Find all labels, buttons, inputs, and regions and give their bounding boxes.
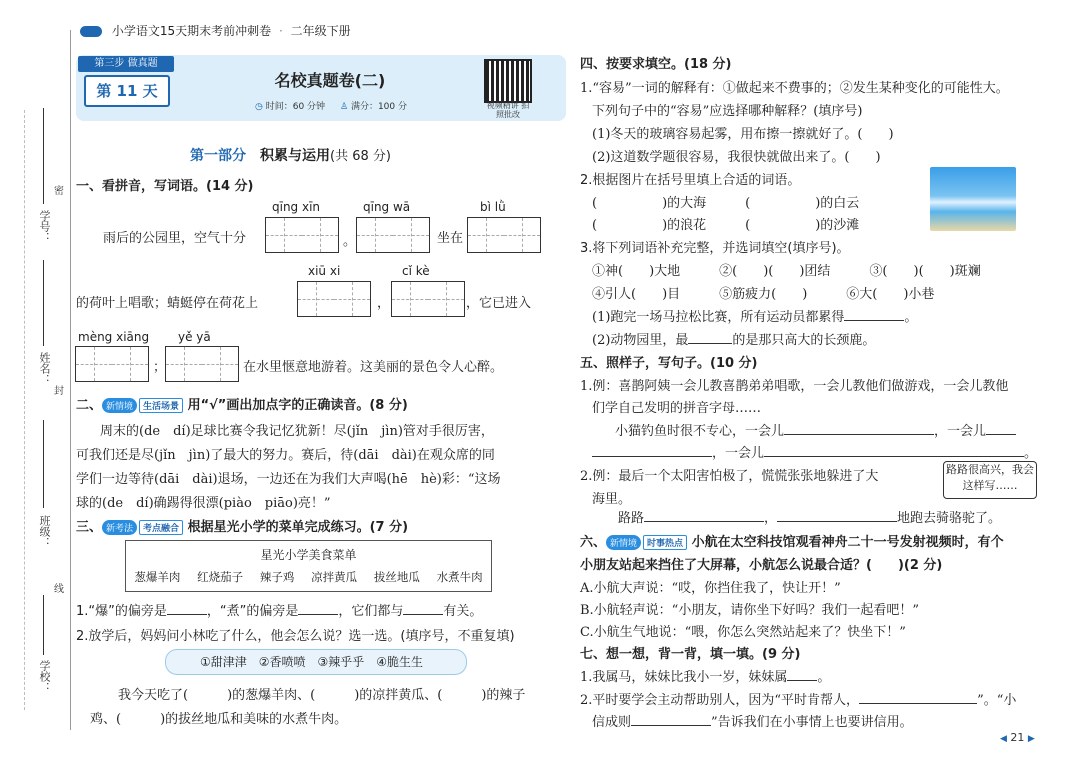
s2-line-2: 可我们还是尽(jǐn jìn)了最大的努力。赛后，待(dāi dài)在观众席的同 [76, 448, 495, 463]
menu-items [126, 569, 491, 585]
s5-q1d: ，一会儿 。 [592, 442, 1037, 461]
day-box: 第 11 天 [84, 75, 170, 107]
answer-blank[interactable] [167, 614, 207, 615]
pinyin-1: qīng xīn [272, 200, 321, 214]
s3-q2: 2.放学后，妈妈问小林吃了什么，他会怎么说？选一选。(填序号，不重复填) [76, 629, 515, 644]
s5-q2b: 海里。 [592, 492, 632, 507]
page-title: 名校真题卷(二) [274, 71, 386, 90]
write-grid-6[interactable] [75, 346, 149, 382]
next-arrow-icon: ▶ [1027, 734, 1035, 744]
s4-q2b: ( )的浪花 ( )的沙滩 [592, 218, 860, 233]
answer-blank[interactable] [644, 521, 764, 522]
menu-item: 凉拌黄瓜 [311, 570, 358, 584]
qr-caption: 视频精讲 拍照批改 [486, 101, 530, 119]
s5-title: 五、照样子，写句子。(10 分) [580, 356, 758, 371]
s4-q2a: ( )的大海 ( )的白云 [592, 196, 860, 211]
answer-blank[interactable] [403, 614, 443, 615]
school-line [43, 595, 44, 655]
adjective-options: ①甜津津 ②香喷喷 ③辣乎乎 ④脆生生 [200, 655, 424, 669]
pinyin-6: mèng xiāng [78, 330, 150, 344]
s4-q3d: (2)动物园里，最 的是那只高大的长颈鹿。 [592, 333, 876, 348]
scene-tag: 生活场景 [139, 398, 183, 413]
new-context-tag: 新情境 [102, 398, 137, 413]
s7-q2a: 2.平时要学会主动帮助别人，因为“平时肯帮人， ”。“小 [580, 693, 1017, 708]
clock-icon: ◷ [255, 102, 263, 112]
menu-item: 拔丝地瓜 [373, 570, 420, 584]
option-c[interactable]: C.小航生气地说：“喂，你怎么突然站起来了？快坐下！” [580, 625, 906, 640]
brand-logo-icon [80, 26, 102, 37]
person-icon: ♙ [340, 102, 349, 112]
class-label: 班级： [38, 515, 51, 548]
s5-q2a: 2.例：最后一个太阳害怕极了，慌慌张张地躲进了大 [580, 469, 879, 484]
s1-text-2b: ， [377, 296, 391, 311]
answer-blank[interactable] [784, 434, 934, 435]
s1-text-3b: 在水里惬意地游着。这美丽的景色令人心醉。 [243, 360, 504, 375]
speech-bubble: 路路很高兴，我会这样写…… [943, 461, 1037, 499]
s7-title: 七、想一想，背一背，填一填。(9 分) [580, 647, 801, 662]
s7-q2b: 信成则 ”告诉我们在小事情上也要讲信用。 [592, 715, 913, 730]
cut-line [24, 110, 25, 710]
id-line [43, 108, 44, 204]
s4-q3c: (1)跑完一场马拉松比赛，所有运动员都累得 。 [592, 310, 918, 325]
s3-answer-1: 我今天吃了( )的葱爆羊肉、( )的凉拌黄瓜、( )的辣子 [118, 688, 526, 703]
s5-q1b: 们学自己发明的拼音字母…… [592, 401, 762, 416]
answer-blank[interactable] [986, 434, 1016, 435]
seal-mark-1: 密 [54, 186, 64, 197]
s2-line-1: 周末的(de dí)足球比赛令我记忆犹新！尽(jǐn jìn)管对手很厉害， [100, 424, 494, 439]
prev-arrow-icon: ◀ [1000, 734, 1007, 744]
full-score: ♙ 满分：100 分 [340, 102, 407, 112]
answer-blank[interactable] [764, 456, 1024, 457]
s4-title: 四、按要求填空。(18 分) [580, 57, 732, 72]
s1-text-1a: 雨后的公园里，空气十分 [103, 231, 247, 246]
pinyin-5: cǐ kè [402, 264, 430, 278]
page-number: ◀ 21 ▶ [1000, 731, 1035, 744]
seal-mark-2: 封 [54, 386, 64, 397]
s2-title: 二、 新情境 生活场景 用“√”画出加点字的正确读音。(8 分) [76, 398, 408, 413]
news-tag: 时事热点 [643, 535, 687, 550]
write-grid-5[interactable] [391, 281, 465, 317]
answer-blank[interactable] [298, 614, 338, 615]
new-method-tag: 新考法 [102, 520, 137, 535]
s4-q1b: 下列句子中的“容易”应选择哪种解释？(填序号) [592, 104, 863, 119]
menu-title: 星光小学美食菜单 [260, 548, 357, 562]
write-grid-4[interactable] [297, 281, 371, 317]
pinyin-3: bì lǜ [480, 200, 506, 214]
s4-q1a: 1.“容易”一词的解释有：①做起来不费事的；②发生某种变化的可能性大。 [580, 81, 1009, 96]
sea-sky-image [930, 167, 1016, 231]
write-grid-7[interactable] [165, 346, 239, 382]
answer-blank[interactable] [859, 703, 977, 704]
s1-text-1c: 坐在 [437, 231, 464, 246]
time-limit: ◷ 时间：60 分钟 [255, 102, 326, 112]
answer-blank[interactable] [688, 343, 732, 344]
s1-title: 一、看拼音，写词语。(14 分) [76, 179, 254, 194]
s1-text-2a: 的荷叶上唱歌；蜻蜓停在荷花上 [76, 296, 259, 311]
series-name: 小学语文15天期末考前冲刺卷 [111, 24, 272, 38]
s2-line-4: 球的(de dí)确踢得很漂(piào piāo)亮！” [76, 496, 331, 511]
answer-blank[interactable] [844, 320, 904, 321]
seal-mark-3: 线 [54, 584, 64, 595]
s4-q3a: ①神( )大地 ②( )( )团结 ③( )( )斑斓 [592, 264, 981, 279]
menu-box [125, 540, 492, 592]
grade-name: 二年级下册 [290, 24, 351, 38]
s4-q2: 2.根据图片在括号里填上合适的词语。 [580, 173, 801, 188]
id-label: 学号： [38, 210, 51, 243]
s1-text-2c: ，它已进入 [466, 296, 532, 311]
step-tag: 第三步 做真题 [78, 56, 174, 72]
s5-q1c: 小猫钓鱼时很不专心，一会儿 ，一会儿 [615, 420, 1016, 439]
s6-title-2: 小朋友站起来挡住了大屏幕，小航怎么说最合适？( )(2 分) [580, 558, 943, 573]
s4-q3b: ④引人( )目 ⑤筋疲力( ) ⑥大( )小巷 [592, 287, 935, 302]
new-context-tag: 新情境 [606, 535, 641, 550]
s3-title: 三、 新考法 考点融合 根据星光小学的菜单完成练习。(7 分) [76, 520, 409, 535]
s3-answer-2: 鸡、( )的拔丝地瓜和美味的水煮牛肉。 [90, 712, 348, 727]
answer-blank[interactable] [777, 521, 897, 522]
pinyin-2: qīng wā [363, 200, 411, 214]
write-grid-2[interactable] [356, 217, 430, 253]
answer-blank[interactable] [631, 725, 711, 726]
qr-code-icon[interactable] [484, 59, 532, 103]
s4-q3: 3.将下列词语补充完整，并选词填空(填序号)。 [580, 241, 850, 256]
option-a[interactable]: A.小航大声说：“哎，你挡住我了，快让开！” [580, 581, 841, 596]
part-title: 第一部分 积累与运用(共 68 分) [190, 148, 391, 164]
menu-item: 辣子鸡 [259, 570, 295, 584]
s1-text-1b: 。 [343, 234, 357, 249]
s5-q1a: 1.例：喜鹊阿姨一会儿教喜鹊弟弟唱歌，一会儿教他们做游戏，一会儿教他 [580, 379, 1009, 394]
class-line [43, 420, 44, 508]
name-label: 姓名： [38, 352, 51, 385]
s1-text-3a: ； [153, 360, 167, 375]
s4-q1c: (1)冬天的玻璃容易起雾，用布擦一擦就好了。( ) [592, 127, 894, 142]
write-grid-1[interactable] [265, 217, 339, 253]
school-label: 学校： [38, 660, 51, 693]
s2-line-3: 学们一边等待(dāi dài)退场，一边还在为我们大声喝(hē hè)彩：“这场 [76, 472, 501, 487]
menu-item: 葱爆羊肉 [134, 570, 181, 584]
pinyin-7: yě yā [178, 330, 211, 344]
topic-tag: 考点融合 [139, 520, 183, 535]
name-line [43, 260, 44, 346]
write-grid-3[interactable] [467, 217, 541, 253]
series-header: 小学语文15天期末考前冲刺卷 · 二年级下册 [80, 22, 351, 39]
s4-q1d: (2)这道数学题很容易，我很快就做出来了。( ) [592, 150, 881, 165]
option-b[interactable]: B.小航轻声说：“小朋友，请你坐下好吗？我们一起看吧！” [580, 603, 919, 618]
binding-line [70, 30, 71, 730]
s3-q1: 1.“爆”的偏旁是 ，“煮”的偏旁是 ，它们都与 有关。 [76, 604, 483, 619]
s5-q2c: 路路 ， 地跑去骑骆驼了。 [618, 511, 1002, 526]
answer-blank[interactable] [787, 680, 817, 681]
menu-item: 红烧茄子 [197, 570, 244, 584]
s6-title: 六、 新情境 时事热点 小航在太空科技馆观看神舟二十一号发射视频时，有个 [580, 535, 1004, 550]
s7-q1: 1.我属马，妹妹比我小一岁，妹妹属 。 [580, 670, 831, 685]
answer-blank[interactable] [592, 456, 712, 457]
menu-item: 水煮牛肉 [436, 570, 483, 584]
pinyin-4: xiū xi [308, 264, 341, 278]
